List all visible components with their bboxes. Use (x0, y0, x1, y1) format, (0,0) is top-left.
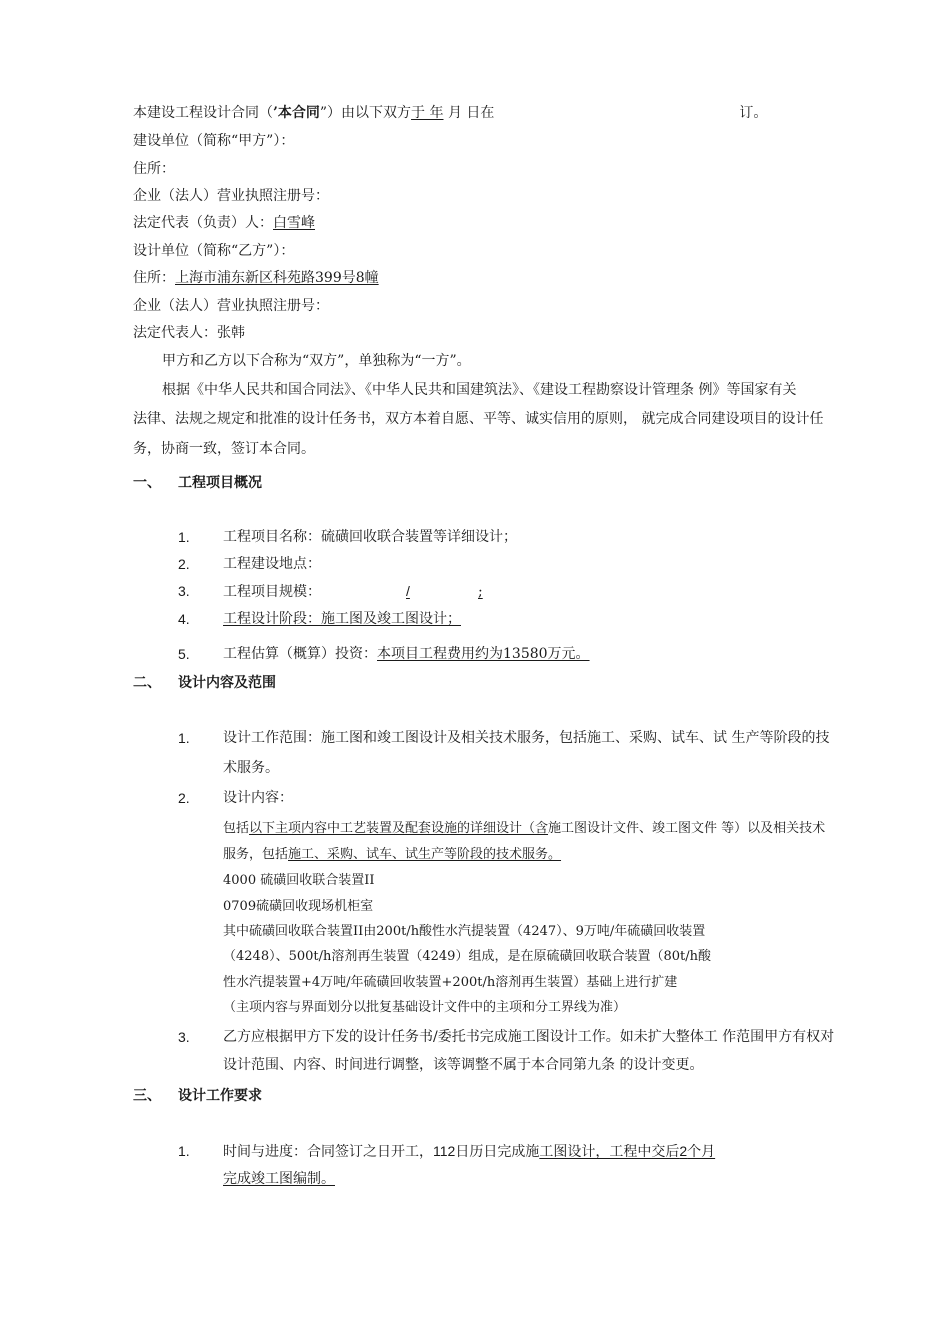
party-a-label: 建设单位（简称“甲方”）： (133, 133, 295, 149)
content-line-5: 其中硫磺回收联合装置II由200t/h酸性水汽提装置（4247）、9万吨/年硫磺回收装置 (223, 924, 706, 939)
content-underlined: 以下主项内容中工艺装置及配套设施的详细设计（含 (249, 821, 549, 836)
item-text: 工程设计阶段：施工图及竣工图设计； (223, 611, 461, 627)
schedule-text: 时间与进度：合同签订之日开工， (223, 1144, 433, 1160)
item-number: 2. (178, 790, 190, 806)
item-text (223, 582, 483, 601)
item-label: 工程估算（概算）投资： (223, 646, 377, 662)
address-label: 住所： (133, 270, 175, 286)
section-number: 二、 (133, 674, 161, 690)
item-text: 工程建设地点： (223, 556, 321, 572)
item-text: 完成竣工图编制。 (223, 1171, 335, 1187)
scale-value: / (406, 583, 410, 599)
basis-line-3: 务，协商一致，签订本合同。 (133, 441, 315, 457)
item-number: 1. (178, 529, 190, 545)
content-line-4: 0709硫磺回收现场机柜室 (223, 899, 374, 914)
content-underlined: 施工、采购、试车、试生产等阶段的技术服务。 (288, 847, 562, 862)
section-2-heading (133, 672, 276, 692)
intro-line-1 (133, 104, 767, 122)
section-number: 一、 (133, 474, 161, 490)
party-a-representative (133, 214, 315, 232)
schedule-text: 日历日完成施 (455, 1144, 540, 1160)
item-text: 设计工作范围：施工图和竣工图设计及相关技术服务，包括施工、采购、试车、试 生产等阶段的技 (223, 730, 830, 746)
section-title: 设计内容及范围 (178, 674, 276, 690)
item-number: 4. (178, 611, 190, 627)
intro-text: 订。 (739, 105, 768, 121)
section-3-heading (133, 1085, 262, 1105)
item-number: 2. (178, 556, 190, 572)
content-line-3: 4000 硫磺回收联合装置II (223, 873, 375, 888)
basis-line-1: 根据《中华人民共和国合同法》、《中华人民共和国建筑法》、《建设工程勘察设计管理条 例》等国家有关 (162, 382, 797, 398)
rep-label: 法定代表（负责）人： (133, 215, 273, 231)
item-number: 1. (178, 1143, 190, 1159)
content-line-1 (223, 820, 825, 837)
item-number: 1. (178, 730, 190, 746)
both-parties-definition: 甲方和乙方以下合称为“双方”，单独称为“一方”。 (162, 353, 471, 369)
content-line-2 (223, 846, 561, 863)
schedule-months: 2 (679, 1143, 688, 1159)
item-text (223, 1142, 715, 1161)
basis-line-2: 法律、法规之规定和批准的设计任务书，双方本着自愿、平等、诚实信用的原则， 就完成合同建设项目的设计任 (133, 411, 824, 427)
intro-text: 本建设工程设计合同（ (133, 105, 273, 121)
item-text: 设计内容： (223, 790, 293, 806)
item-number: 3. (178, 583, 190, 599)
item-text: 工程项目名称：硫磺回收联合装置等详细设计； (223, 529, 517, 545)
party-b-address (133, 269, 379, 287)
address-value: 上海市浦东新区科苑路399号8幢 (175, 270, 379, 286)
item-text: 术服务。 (223, 760, 279, 776)
section-title: 设计工作要求 (178, 1087, 262, 1103)
content-text: 服务，包括 (223, 847, 289, 862)
schedule-underlined: 工图设计，工程中交后 (539, 1144, 680, 1160)
item-label: 工程项目规模： (223, 584, 321, 600)
section-1-heading (133, 472, 262, 492)
content-text: 包括 (223, 821, 250, 836)
item-text (223, 645, 590, 663)
intro-text: ”）由以下双方 (319, 105, 412, 121)
content-line-8: （主项内容与界面划分以批复基础设计文件中的主项和分工界线为准） (223, 1000, 627, 1015)
date-blank: 月 日在 (443, 105, 495, 121)
item-number: 3. (178, 1029, 190, 1045)
investment-value: 本项目工程费用约为13580万元。 (377, 646, 590, 662)
section-number: 三、 (133, 1087, 161, 1103)
item-text: 乙方应根据甲方下发的设计任务书/委托书完成施工图设计工作。如未扩大整体工 作范围甲方有权对 (223, 1029, 835, 1045)
party-b-license: 企业（法人）营业执照注册号： (133, 298, 329, 314)
contract-term: ’本合同 (273, 105, 320, 121)
schedule-days: 112 (433, 1143, 456, 1159)
item-text: 设计范围、内容、时间进行调整，该等调整不属于本合同第九条 的设计变更。 (223, 1057, 704, 1073)
party-b-label: 设计单位（简称“乙方”）： (133, 243, 295, 259)
party-a-address: 住所： (133, 161, 175, 177)
rep-name: 白雪峰 (273, 215, 315, 231)
content-line-7: 性水汽提装置+4万吨/年硫磺回收装置+200t/h溶剂再生装置）基础上进行扩建 (223, 975, 678, 990)
party-a-license: 企业（法人）营业执照注册号： (133, 188, 329, 204)
content-line-6: （4248）、500t/h溶剂再生装置（4249）组成，是在原硫磺回收联合装置（80t/h酸 (223, 949, 711, 964)
date-year-blank: 于 年 (411, 105, 444, 121)
section-title: 工程项目概况 (178, 474, 262, 490)
schedule-underlined: 个月 (687, 1144, 716, 1160)
content-text: 施工图设计文件、竣工图文件 等）以及相关技术 (548, 821, 826, 836)
item-suffix: ; (478, 584, 483, 600)
party-b-representative: 法定代表人：张韩 (133, 325, 245, 341)
item-number: 5. (178, 646, 190, 662)
